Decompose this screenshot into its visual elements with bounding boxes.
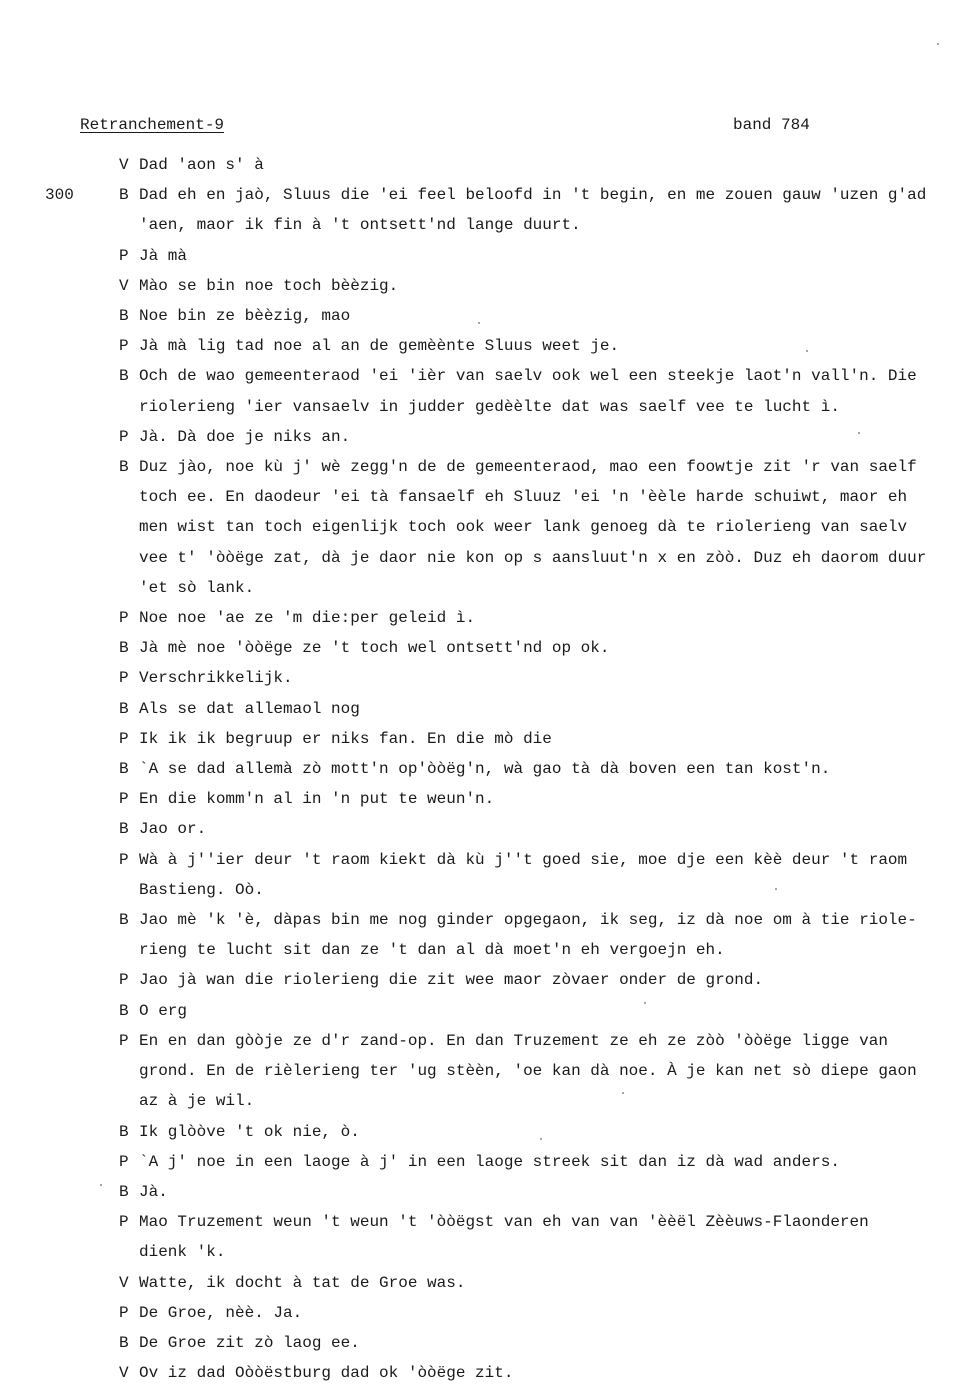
speaker-code: B <box>119 639 129 658</box>
transcript-turn <box>0 150 966 180</box>
transcript-turn <box>0 845 966 905</box>
utterance-text: Jà mà lig tad noe al an de gemèènte Sluus weet je. <box>139 337 620 356</box>
utterance-text: Jao mè 'k 'è, dàpas bin me nog ginder opgegaon, ik seg, iz dà noe om à tie riole- rieng te lucht sit dan ze 't dan al dà moet'n eh vergoejn eh. <box>139 911 917 960</box>
speaker-code: P <box>119 790 129 809</box>
transcript-turn <box>0 663 966 693</box>
speaker-code: P <box>119 850 129 869</box>
transcript-turn <box>0 694 966 724</box>
speaker-code: V <box>119 1273 129 1292</box>
transcript-turn <box>0 241 966 271</box>
speaker-code: B <box>119 760 129 779</box>
line-number: 300 <box>45 186 74 205</box>
transcript-turn <box>0 1117 966 1147</box>
scan-speck <box>806 350 808 352</box>
utterance-text: Verschrikkelijk. <box>139 669 293 688</box>
utterance-text: Mao Truzement weun 't weun 't 'òòëgst van eh van van 'èèël Zèèuws-Flaonderen dienk 'k. <box>139 1213 869 1262</box>
speaker-code: V <box>119 1364 129 1383</box>
speaker-code: P <box>119 971 129 990</box>
transcript-turn <box>0 331 966 361</box>
speaker-code: P <box>119 337 129 356</box>
speaker-code: V <box>119 156 129 174</box>
scan-speck <box>478 322 480 324</box>
transcript-turn <box>0 754 966 784</box>
speaker-code: B <box>119 911 129 930</box>
speaker-code: B <box>119 1122 129 1141</box>
scan-speck <box>540 1138 542 1140</box>
utterance-text: En en dan gòòje ze d'r zand-op. En dan Truzement ze eh ze zòò 'òòëge ligge van grond. En de rièlerieng ter 'ug stèèn, 'oe kan dà noe. À je kan net sò diepe gaon az à je wil. <box>139 1031 917 1111</box>
transcript-turn <box>0 1358 966 1388</box>
speaker-code: P <box>119 1031 129 1050</box>
transcript-turn <box>0 422 966 452</box>
speaker-code: P <box>119 1152 129 1171</box>
transcript-turn <box>0 965 966 995</box>
transcript-turn <box>0 361 966 421</box>
transcript-turn <box>0 1268 966 1298</box>
transcript-turn <box>0 452 966 603</box>
transcript-turn <box>0 271 966 301</box>
transcript-turn <box>0 1207 966 1267</box>
utterance-text: Wà à j''ier deur 't raom kiekt dà kù j''t goed sie, moe dje een kèè deur 't raom Bastieng. Oò. <box>139 850 908 899</box>
scan-speck <box>858 432 860 434</box>
utterance-text: `A se dad allemà zò mott'n op'òòëg'n, wà gao tà dà boven een tan kost'n. <box>139 760 831 779</box>
utterance-text: Noe noe 'ae ze 'm die:per geleid ì. <box>139 609 476 628</box>
utterance-text: Jao or. <box>139 820 207 839</box>
speaker-code: B <box>119 307 129 326</box>
utterance-text: En die komm'n al in 'n put te weun'n. <box>139 790 495 809</box>
speaker-code: P <box>119 427 129 446</box>
utterance-text: Als se dat allemaol nog <box>139 699 360 718</box>
transcript-turn <box>0 814 966 844</box>
transcript-turn <box>0 1026 966 1117</box>
transcript-turn <box>0 1298 966 1328</box>
scan-speck <box>775 888 777 890</box>
tape-number: band 784 <box>733 116 810 134</box>
speaker-code: P <box>119 1213 129 1232</box>
transcript-turn <box>0 301 966 331</box>
speaker-code: B <box>119 186 129 205</box>
transcript-turn <box>0 1177 966 1207</box>
speaker-code: B <box>119 367 129 386</box>
speaker-code: P <box>119 669 129 688</box>
document-title: Retranchement-9 <box>80 116 225 134</box>
speaker-code: B <box>119 458 129 477</box>
transcript-body <box>0 150 966 1388</box>
utterance-text: De Groe, nèè. Ja. <box>139 1303 303 1322</box>
utterance-text: Ik ik ik begruup er niks fan. En die mò die <box>139 729 552 748</box>
transcript-turn <box>0 603 966 633</box>
scan-speck <box>622 1092 624 1094</box>
speaker-code: P <box>119 246 129 265</box>
scan-speck <box>937 43 939 45</box>
speaker-code: B <box>119 1001 129 1020</box>
utterance-text: Duz jào, noe kù j' wè zegg'n de de gemeenteraod, mao een foowtje zit 'r van saelf toch ee. En daodeur 'ei tà fansaelf eh Sluuz 'ei 'n 'èèle harde schuiwt, maor eh men wist tan toch eigenlijk toch ook weer lank genoeg dà te riolerieng van saelv vee t' 'òòëge zat, dà je daor nie kon op s aansluut'n x en zòò. Duz eh daorom duur 'et sò lank. <box>139 458 927 597</box>
utterance-text: Jà mà <box>139 246 188 265</box>
transcript-turn <box>0 996 966 1026</box>
utterance-text: `A j' noe in een laoge à j' in een laoge streek sit dan iz dà wad anders. <box>139 1152 840 1171</box>
speaker-code: B <box>119 699 129 718</box>
utterance-text: Jao jà wan die riolerieng die zit wee maor zòvaer onder de grond. <box>139 971 764 990</box>
speaker-code: P <box>119 729 129 748</box>
transcript-turn <box>0 1328 966 1358</box>
transcript-turn <box>0 724 966 754</box>
utterance-text: Jà mè noe 'òòëge ze 't toch wel ontsett'nd op ok. <box>139 639 610 658</box>
speaker-code: P <box>119 1303 129 1322</box>
speaker-code: B <box>119 1333 129 1352</box>
utterance-text: De Groe zit zò laog ee. <box>139 1333 360 1352</box>
utterance-text: Dad eh en jaò, Sluus die 'ei feel beloofd in 't begin, en me zouen gauw 'uzen g'ad 'aen, maor ik fin à 't ontsett'nd lange duurt. <box>139 186 927 235</box>
utterance-text: Watte, ik docht à tat de Groe was. <box>139 1273 466 1292</box>
transcript-turn <box>0 784 966 814</box>
speaker-code: V <box>119 276 129 295</box>
utterance-text: Jà. Dà doe je niks an. <box>139 427 351 446</box>
speaker-code: B <box>119 820 129 839</box>
speaker-code: B <box>119 1182 129 1201</box>
transcript-turn <box>0 1147 966 1177</box>
utterance-text: O erg <box>139 1001 188 1020</box>
transcript-turn <box>0 905 966 965</box>
utterance-text: Jà. <box>139 1182 168 1201</box>
utterance-text: Noe bin ze bèèzig, mao <box>139 307 351 326</box>
utterance-text: Och de wao gemeenteraod 'ei 'ièr van saelv ook wel een steekje laot'n vall'n. Die riolerieng 'ier vansaelv in judder gedèèlte dat was saelf vee te lucht ì. <box>139 367 917 416</box>
utterance-text: Ik glòòve 't ok nie, ò. <box>139 1122 360 1141</box>
scan-speck <box>644 1002 646 1004</box>
transcript-turn <box>0 180 966 240</box>
utterance-text: Mào se bin noe toch bèèzig. <box>139 276 399 295</box>
transcript-turn <box>0 633 966 663</box>
utterance-text: Dad 'aon s' à <box>139 156 264 174</box>
speaker-code: P <box>119 609 129 628</box>
utterance-text: Ov iz dad Oòòëstburg dad ok 'òòëge zit. <box>139 1364 514 1383</box>
scan-speck <box>100 1184 102 1186</box>
